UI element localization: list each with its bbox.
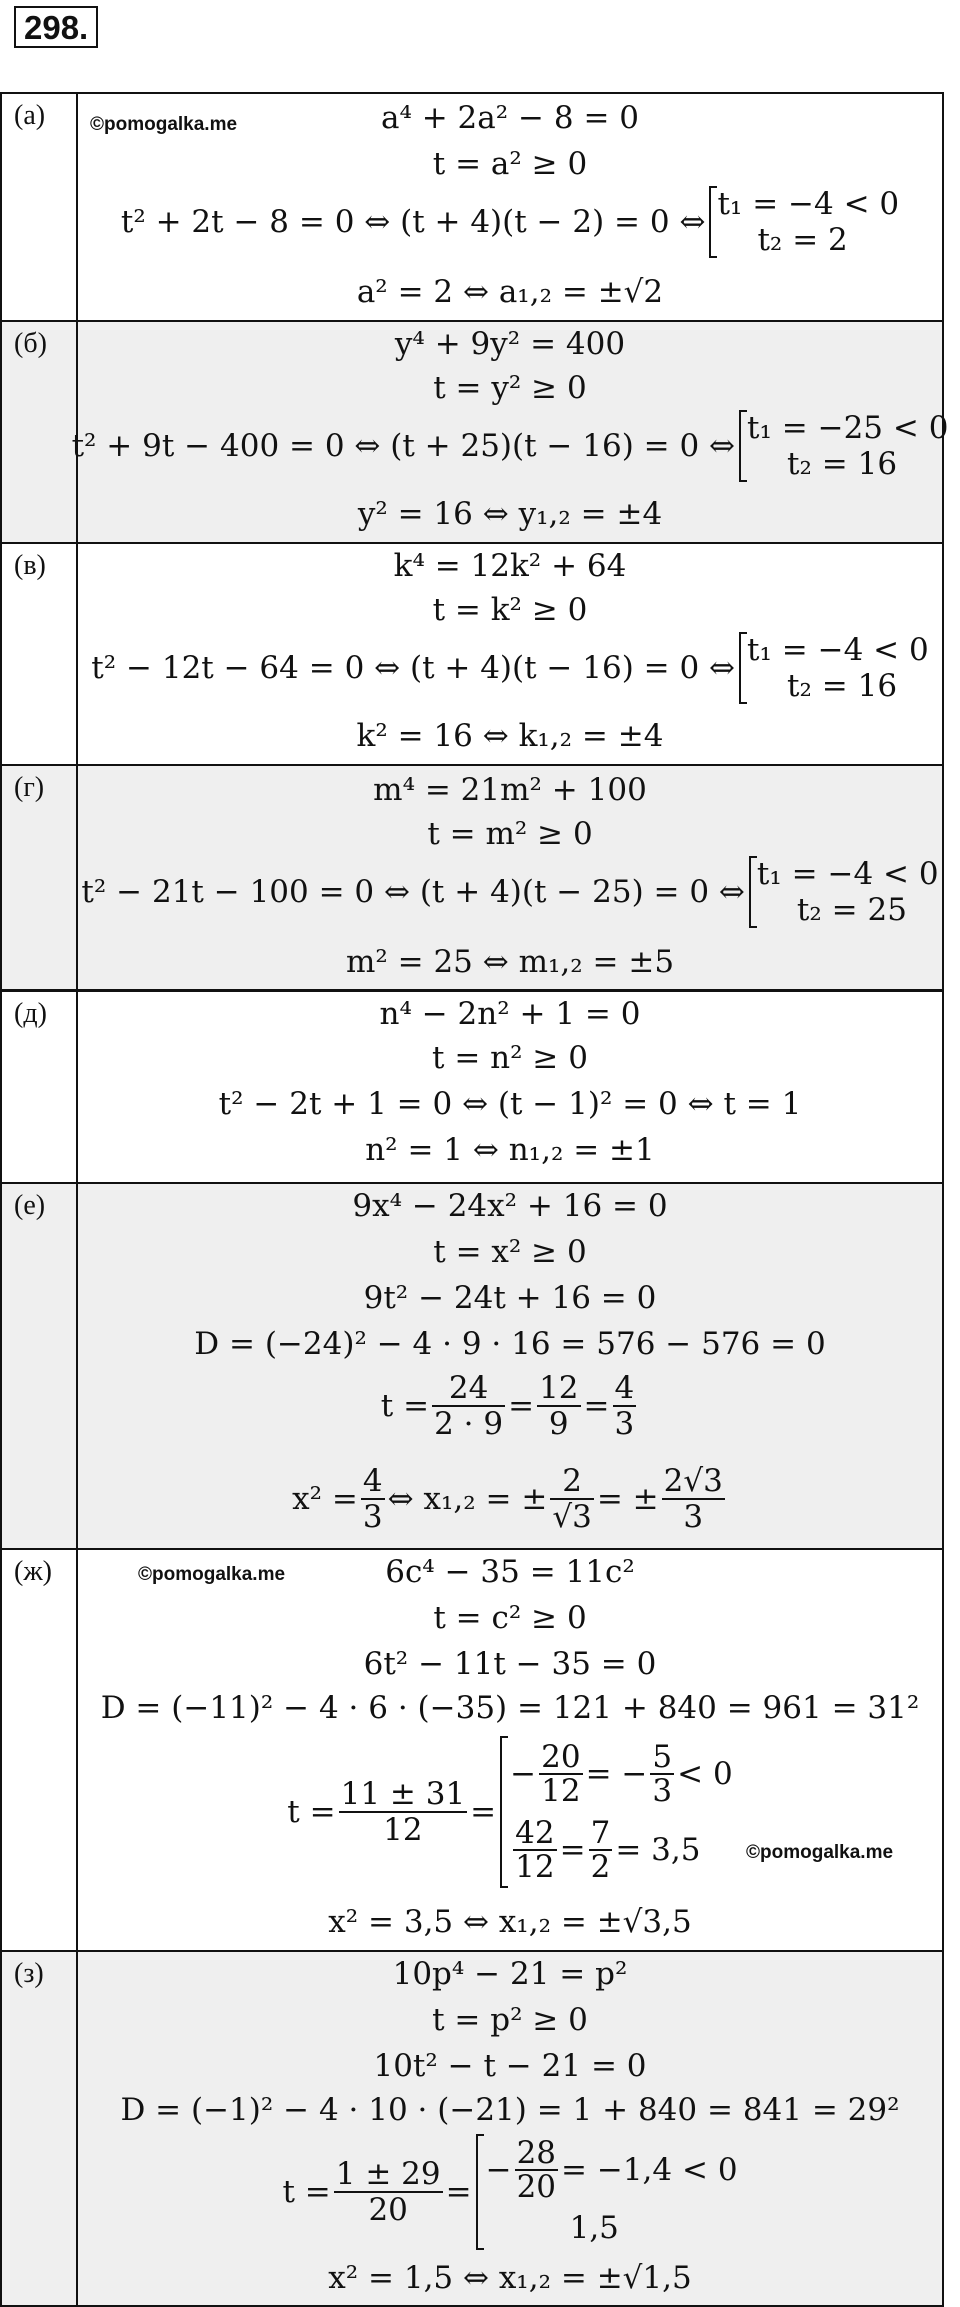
fraction [650, 1741, 674, 1807]
eq-d-2: t = n² ≥ 0 [432, 1040, 588, 1076]
label-d: (д) [14, 998, 47, 1029]
numerator: 4 [614, 1370, 635, 1406]
eq-zh-6: x² = 3,5 ⇔ x₁,₂ = ±√3,5 [328, 1904, 692, 1940]
system-line-2: t₂ = 16 [787, 668, 898, 704]
row-v [2, 542, 942, 764]
system-bracket [739, 410, 948, 482]
watermark: ©pomogalka.me [746, 1842, 894, 1863]
eq-v-4: k² = 16 ⇔ k₁,₂ = ±4 [356, 718, 664, 754]
equals: = [508, 1388, 535, 1424]
eq-a-4: a² = 2 ⇔ a₁,₂ = ±√2 [356, 274, 664, 310]
eq-z-3: 10t² − t − 21 = 0 [373, 2048, 647, 2084]
system-line-2: t₂ = 25 [796, 892, 907, 928]
denominator: 3 [683, 1499, 704, 1535]
row-z [2, 1950, 942, 2305]
t-equals: t = [287, 1794, 336, 1830]
root-1 [510, 1736, 733, 1812]
denominator: 9 [548, 1406, 569, 1442]
eq-v-2: t = k² ≥ 0 [432, 592, 588, 628]
eq-a-1: a⁴ + 2a² − 8 = 0 [380, 100, 640, 136]
eq-v-1: k⁴ = 12k² + 64 [393, 548, 627, 584]
fraction [589, 1817, 613, 1883]
system-line-1: t₁ = −4 < 0 [747, 632, 929, 668]
row-e [2, 1182, 942, 1548]
eq-z-6: x² = 1,5 ⇔ x₁,₂ = ±√1,5 [328, 2260, 692, 2296]
t-equals: t = [282, 2174, 331, 2210]
label-e: (е) [14, 1190, 46, 1221]
eq-g-3-left: t² − 21t − 100 = 0 ⇔ (t + 4)(t − 25) = 0 ⇔ [81, 874, 745, 910]
denominator: 20 [516, 2169, 557, 2205]
label-v: (в) [14, 550, 46, 581]
label-b: (б) [14, 328, 47, 359]
label-zh: (ж) [14, 1556, 52, 1587]
eq-d-1: n⁴ − 2n² + 1 = 0 [379, 996, 641, 1032]
row-d [2, 992, 942, 1182]
plus-minus: = ± [596, 1481, 659, 1517]
watermark: ©pomogalka.me [138, 1564, 286, 1585]
numerator: 5 [652, 1739, 673, 1775]
fraction [334, 2157, 443, 2227]
fraction [339, 1777, 468, 1847]
system-line-1: t₁ = −25 < 0 [747, 410, 949, 446]
system-bracket [500, 1736, 733, 1888]
minus: − [485, 2152, 512, 2188]
numerator: 11 ± 31 [340, 1776, 466, 1812]
numerator: 4 [362, 1463, 383, 1499]
problem-number: 298. [14, 6, 98, 48]
equals: = [559, 1832, 586, 1868]
system-line-2: t₂ = 16 [787, 446, 898, 482]
numerator: 1 ± 29 [335, 2156, 441, 2192]
eq-e-3: 9t² − 24t + 16 = 0 [363, 1280, 657, 1316]
eq-g-3 [78, 852, 942, 932]
t-equals: t = [380, 1388, 430, 1424]
denominator: 12 [515, 1849, 555, 1885]
eq-zh-1: 6c⁴ − 35 = 11c² [385, 1554, 635, 1590]
system-bracket [749, 856, 939, 928]
eq-g-4: m² = 25 ⇔ m₁,₂ = ±5 [345, 944, 675, 980]
watermark: ©pomogalka.me [90, 114, 238, 135]
eq-a-3 [78, 182, 942, 262]
equals-minus: = − [585, 1756, 648, 1792]
eq-v-3-left: t² − 12t − 64 = 0 ⇔ (t + 4)(t − 16) = 0 ⇔ [91, 650, 736, 686]
eq-e-5 [78, 1368, 942, 1444]
fraction [662, 1464, 725, 1534]
system-line-2: t₂ = 2 [757, 222, 848, 258]
value: = −1,4 < 0 [561, 2152, 738, 2188]
numerator: 42 [515, 1815, 555, 1851]
eq-v-3 [78, 628, 942, 708]
numerator: 2 [550, 1464, 593, 1500]
eq-zh-5 [78, 1732, 942, 1892]
denominator: 20 [368, 2192, 408, 2228]
equals: = [470, 1794, 497, 1830]
denominator: 3 [652, 1773, 673, 1809]
eq-g-1: m⁴ = 21m² + 100 [373, 772, 647, 808]
eq-zh-4: D = (−11)² − 4 · 6 · (−35) = 121 + 840 = 961 = 31² [100, 1690, 920, 1726]
numerator: 12 [539, 1370, 579, 1406]
equivalence-text: ⇔ x₁,₂ = ± [387, 1481, 548, 1517]
fraction [539, 1741, 582, 1807]
fraction [613, 1371, 637, 1441]
label-g: (г) [14, 772, 45, 803]
numerator: 7 [590, 1815, 611, 1851]
denominator: 12 [383, 1812, 423, 1848]
denominator: 2 · 9 [434, 1406, 504, 1442]
value: = 3,5 [615, 1832, 701, 1868]
eq-zh-2: t = c² ≥ 0 [433, 1600, 587, 1636]
system-line-1: t₁ = −4 < 0 [756, 856, 939, 892]
denominator: 12 [541, 1773, 581, 1809]
denominator: √3 [552, 1499, 592, 1535]
eq-zh-3: 6t² − 11t − 35 = 0 [363, 1646, 657, 1682]
eq-a-2: t = a² ≥ 0 [432, 146, 588, 182]
eq-b-3-left: t² + 9t − 400 = 0 ⇔ (t + 25)(t − 16) = 0 ⇔ [71, 428, 736, 464]
eq-e-2: t = x² ≥ 0 [433, 1234, 587, 1270]
eq-b-1: y⁴ + 9y² = 400 [394, 326, 626, 362]
numerator: 28 [516, 2135, 557, 2171]
less-than-zero: < 0 [677, 1756, 733, 1792]
fraction [537, 1371, 580, 1441]
row-a [2, 94, 942, 320]
eq-e-1: 9x⁴ − 24x² + 16 = 0 [352, 1188, 668, 1224]
row-zh [2, 1548, 942, 1950]
solutions-table-1 [0, 92, 949, 991]
solutions-table-2 [0, 990, 944, 2307]
eq-a-3-left: t² + 2t − 8 = 0 ⇔ (t + 4)(t − 2) = 0 ⇔ [120, 204, 706, 240]
system-line-1: t₁ = −4 < 0 [717, 186, 900, 222]
denominator: 3 [614, 1406, 635, 1442]
eq-z-1: 10p⁴ − 21 = p² [392, 1956, 628, 1992]
eq-e-6 [78, 1458, 942, 1540]
row-b [2, 320, 949, 542]
denominator: 2 [590, 1849, 611, 1885]
eq-d-3: t² − 2t + 1 = 0 ⇔ (t − 1)² = 0 ⇔ t = 1 [218, 1086, 802, 1122]
eq-b-3 [71, 406, 949, 486]
denominator: 3 [362, 1499, 383, 1535]
fraction [361, 1464, 385, 1534]
root-2 [510, 1812, 733, 1888]
eq-e-4: D = (−24)² − 4 · 9 · 16 = 576 − 576 = 0 [194, 1326, 826, 1362]
system-bracket [709, 186, 899, 258]
minus: − [510, 1756, 537, 1792]
equals: = [445, 2174, 472, 2210]
eq-b-2: t = y² ≥ 0 [433, 370, 587, 406]
fraction [515, 2137, 558, 2203]
system-bracket [739, 632, 929, 704]
eq-g-2: t = m² ≥ 0 [427, 816, 593, 852]
x-equals: x² = [292, 1481, 358, 1517]
row-g [2, 764, 942, 989]
eq-z-5 [78, 2132, 942, 2252]
numerator: 2√3 [663, 1463, 723, 1499]
fraction [513, 1817, 556, 1883]
eq-z-2: t = p² ≥ 0 [432, 2002, 588, 2038]
eq-z-4: D = (−1)² − 4 · 10 · (−21) = 1 + 840 = 841 = 29² [120, 2092, 900, 2128]
numerator: 24 [432, 1371, 505, 1407]
eq-d-4: n² = 1 ⇔ n₁,₂ = ±1 [365, 1132, 655, 1168]
numerator: 20 [541, 1739, 581, 1775]
equals: = [583, 1388, 610, 1424]
label-a: (а) [14, 100, 46, 131]
fraction [432, 1371, 505, 1441]
root-2: 1,5 [569, 2210, 619, 2246]
eq-b-4: y² = 16 ⇔ y₁,₂ = ±4 [357, 496, 663, 532]
system-bracket [476, 2134, 738, 2250]
root-1 [486, 2134, 738, 2206]
fraction [550, 1464, 593, 1534]
label-z: (з) [14, 1958, 44, 1989]
